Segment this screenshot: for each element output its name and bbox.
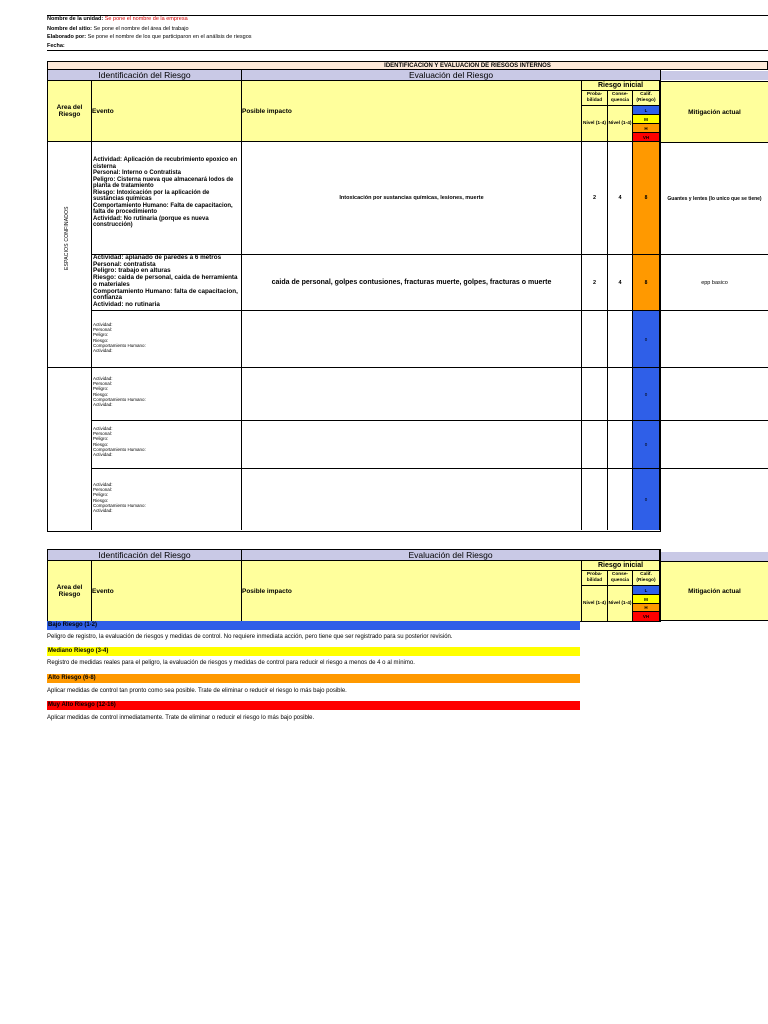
sitio-value[interactable]: Se pone el nombre del área del trabajo [93, 26, 189, 32]
row2-mitig[interactable]: epp basico [661, 255, 768, 311]
unidad-label: Nombre de la unidad: [47, 16, 104, 22]
row6-cons[interactable] [608, 469, 633, 530]
col-area: Area del Riesgo [48, 81, 92, 142]
col-mitig-2: Mitigación actual [661, 561, 768, 621]
riesgo-inicial-2: Riesgo inicial [582, 561, 660, 571]
row3-calif: 0 [633, 311, 660, 368]
row1-impacto[interactable]: Intoxicación por sustancias químicas, lesiones, muerte [242, 142, 582, 255]
row2-evento[interactable]: Actividad: aplanado de paredes a 6 metros Personal: contratista Peligro: trabajo en alturas Riesgo: caida de personal, caida de herramienta o materiales Comportamiento Humano: falta de capacitacion, confianza Actividad: no rutinaria [92, 255, 242, 311]
row3-mitig[interactable] [661, 311, 768, 368]
row4-evento[interactable]: Actividad: Personal: Peligro: Riesgo: Comportamiento Humano: Actividad: [92, 368, 242, 421]
row6-calif: 0 [633, 469, 660, 530]
legend-low-bar: Bajo Riesgo (1-2) [47, 621, 580, 630]
row5-evento[interactable]: Actividad: Personal: Peligro: Riesgo: Comportamiento Humano: Actividad: [92, 421, 242, 469]
area-cell-2 [48, 368, 92, 530]
sidebar-strip [661, 71, 768, 80]
area-cell-1 [48, 142, 92, 368]
group-identificacion-2: Identificación del Riesgo [48, 550, 242, 561]
legend-low-desc: Peligro de registro, la evaluación de riesgos y medidas de control. No requiere inmediata acción, pero tiene que ser registrado para su posterior revisión. [47, 634, 453, 640]
calif-key-medium-2: M [633, 595, 660, 604]
unidad-value[interactable]: Se pone el nombre de la empresa [104, 16, 188, 22]
col-evento-2: Evento [92, 561, 242, 621]
row5-prob[interactable] [582, 421, 608, 469]
elaborado-line [47, 33, 252, 41]
row1-prob[interactable]: 2 [582, 142, 608, 255]
elaborado-label: Elaborado por: [47, 34, 87, 40]
calif-key-very-high-2: VH [633, 612, 660, 621]
fecha-line [47, 42, 65, 50]
row2-cons[interactable]: 4 [608, 255, 633, 311]
group-evaluacion: Evaluación del Riesgo [242, 70, 661, 81]
sitio-line [47, 25, 189, 33]
row6-evento[interactable]: Actividad: Personal: Peligro: Riesgo: Comportamiento Humano: Actividad: [92, 469, 242, 530]
row3-evento[interactable]: Actividad: Personal: Peligro: Riesgo: Comportamiento Humano: Actividad: [92, 311, 242, 368]
legend-medium-bar: Mediano Riesgo (3-4) [47, 647, 580, 656]
legend-very-high-desc: Aplicar medidas de control inmediatamente. Trate de eliminar o reducir el riesgo lo más bajo posible. [47, 715, 315, 721]
row3-prob[interactable] [582, 311, 608, 368]
legend-medium-desc: Registro de medidas reales para el peligro, la evaluación de riesgos y medidas de control para reducir el riesgo a menos de 4 o al mínimo. [47, 660, 415, 666]
row4-calif: 0 [633, 368, 660, 421]
col-prob-2: Proba-bilidad [582, 571, 608, 586]
row2-impacto[interactable]: caida de personal, golpes contusiones, fracturas muerte, golpes, fracturas o muerte [242, 255, 582, 311]
row1-mitig[interactable]: Guantes y lentes (lo unico que se tiene) [661, 143, 768, 255]
row6-impacto[interactable] [242, 469, 582, 530]
row1-cons[interactable]: 4 [608, 142, 633, 255]
col-calif: Calif. (Riesgo) [633, 91, 660, 106]
nivel-cons: Nivel (1-4) [608, 106, 633, 142]
row5-calif: 0 [633, 421, 660, 469]
row2-calif: 8 [633, 255, 660, 311]
row4-mitig[interactable] [661, 368, 768, 421]
row3-impacto[interactable] [242, 311, 582, 368]
legend-high-bar: Alto Riesgo (6-8) [47, 674, 580, 683]
row5-cons[interactable] [608, 421, 633, 469]
nivel-cons-2: Nivel (1-4) [608, 586, 633, 621]
sidebar-strip-2 [661, 552, 768, 561]
legend-very-high-bar: Muy Alto Riesgo (12-16) [47, 701, 580, 710]
col-impacto: Posible impacto [242, 81, 582, 142]
nivel-prob-2: Nivel (1-4) [582, 586, 608, 621]
calif-key-very-high: VH [633, 133, 660, 142]
riesgo-inicial: Riesgo inicial [582, 81, 660, 91]
col-evento: Evento [92, 81, 242, 142]
banner-text: IDENTIFICACIÓN Y EVALUACIÓN DE RIESGOS INTERNOS [384, 62, 551, 69]
row1-evento[interactable]: Actividad: Aplicación de recubrimiento epoxico en cisterna Personal: Interno o Contratista Peligro: Cisterna nueva que almacenará lodos de planta de tratamiento Riesgo: Intoxicación por la aplicación de sustancias químicas Comportamiento Humano: Falta de capacitacion, falta de procedimiento Actividad: No rutinaria (porque es nueva construcción) [92, 142, 242, 255]
row1-calif: 8 [633, 142, 660, 255]
calif-key-high: H [633, 124, 660, 133]
calif-key-low: L [633, 106, 660, 115]
row6-mitig[interactable] [661, 469, 768, 531]
row5-mitig[interactable] [661, 421, 768, 469]
col-calif-2: Calif. (Riesgo) [633, 571, 660, 586]
row4-prob[interactable] [582, 368, 608, 421]
unidad-line [47, 15, 188, 23]
group-identificacion: Identificación del Riesgo [48, 70, 242, 81]
col-impacto-2: Posible impacto [242, 561, 582, 621]
risk-table [47, 70, 661, 532]
row4-impacto[interactable] [242, 368, 582, 421]
row2-prob[interactable]: 2 [582, 255, 608, 311]
col-mitig: Mitigación actual [661, 81, 768, 143]
col-area-2: Area del Riesgo [48, 561, 92, 621]
risk-table-2 [47, 549, 661, 622]
area-label-vertical: ESPACIOS CONFINADOS [64, 206, 70, 270]
row6-prob[interactable] [582, 469, 608, 530]
col-cons: Conse-quencia [608, 91, 633, 106]
nivel-prob: Nivel (1-4) [582, 106, 608, 142]
header-rule [47, 50, 768, 51]
col-prob: Proba-bilidad [582, 91, 608, 106]
calif-key-low-2: L [633, 586, 660, 595]
calif-key-high-2: H [633, 604, 660, 612]
row4-cons[interactable] [608, 368, 633, 421]
table-banner [47, 61, 768, 70]
sitio-label: Nombre del sitio: [47, 26, 92, 32]
group-evaluacion-2: Evaluación del Riesgo [242, 550, 660, 561]
elaborado-value[interactable]: Se pone el nombre de los que participaron en el análisis de riesgos [87, 34, 252, 40]
fecha-label: Fecha: [47, 43, 65, 49]
col-cons-2: Conse-quencia [608, 571, 633, 586]
row3-cons[interactable] [608, 311, 633, 368]
row5-impacto[interactable] [242, 421, 582, 469]
calif-key-medium: M [633, 115, 660, 124]
legend-high-desc: Aplicar medidas de control tan pronto como sea posible. Trate de eliminar o reducir el riesgo lo más bajo posible. [47, 688, 347, 694]
